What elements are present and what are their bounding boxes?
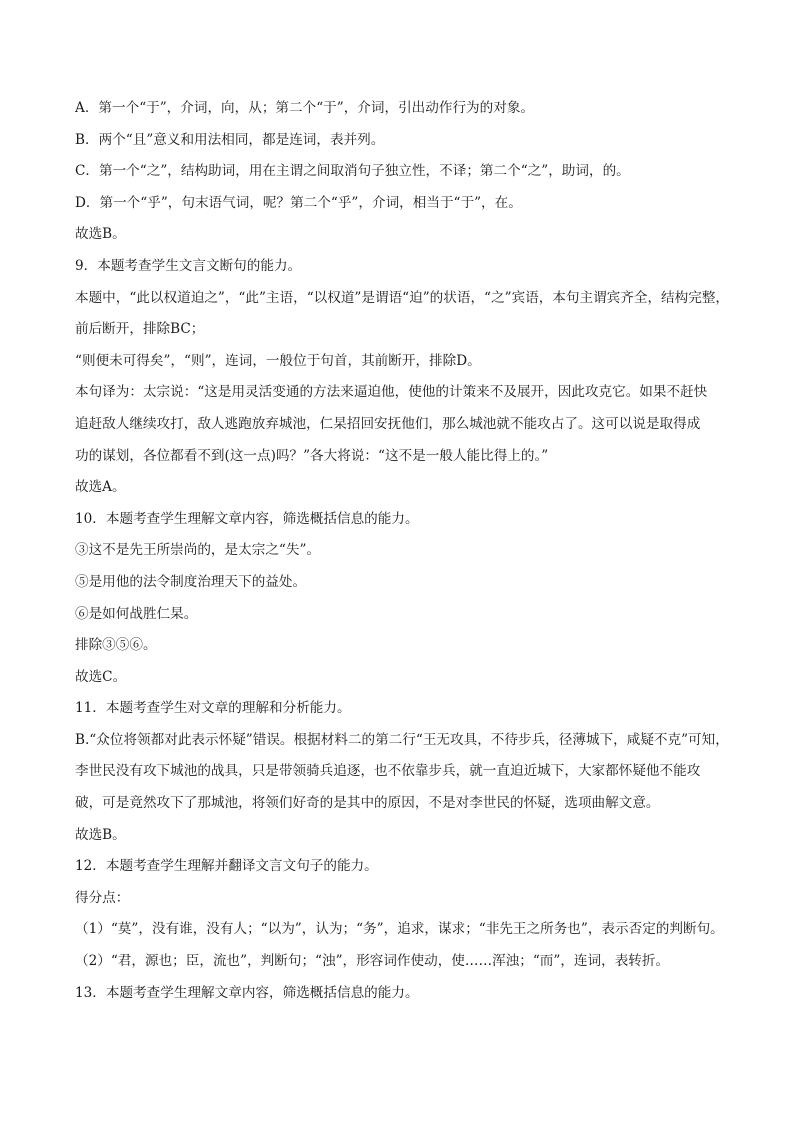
question-9-translation bbox=[75, 382, 730, 465]
answer-11: 故选B。 bbox=[75, 826, 126, 843]
scoring-point-2: （2）“君，源也；臣，流也”，判断句；“浊”，形容词作使动，使……浑浊；“而”，连词，表转折。 bbox=[75, 953, 670, 970]
answer-explanations bbox=[75, 98, 730, 1014]
paragraph-line: 功的谋划，各位都看不到(这一点)吗？”各大将说：“这不是一般人能比得上的。” bbox=[75, 447, 549, 464]
paragraph-line: 李世民没有攻下城池的战具，只是带领骑兵追逐，也不依靠步兵，就一直迫近城下，大家都怀疑他不能攻 bbox=[75, 763, 701, 780]
paragraph-line: 前后断开，排除BC； bbox=[75, 321, 205, 338]
scoring-points-label: 得分点： bbox=[75, 889, 130, 906]
question-9-analysis-d: “则便未可得矣”，“则”，连词，一般位于句首，其前断开，排除D。 bbox=[75, 352, 481, 369]
question-11-analysis bbox=[75, 730, 730, 813]
answer-10: 故选C。 bbox=[75, 668, 127, 685]
scoring-point-1: （1）“莫”，没有谁，没有人；“以为”，认为；“务”，追求，谋求；“非先王之所务也”，表示否定的判断句。 bbox=[75, 921, 724, 938]
answer-8: 故选B。 bbox=[75, 226, 126, 243]
question-9-analysis bbox=[75, 288, 730, 340]
question-10-exclusion: 排除③⑤⑥。 bbox=[75, 637, 157, 654]
answer-9: 故选A。 bbox=[75, 479, 126, 496]
option-d-explanation: D．第一个“乎”，句末语气词，呢？第二个“乎”，介词，相当于“于”，在。 bbox=[75, 194, 522, 211]
option-c-explanation: C．第一个“之”，结构助词，用在主谓之间取消句子独立性，不译；第二个“之”，助词，的。 bbox=[75, 163, 630, 180]
paragraph-line: 本题中，“此以权道迫之”，“此”主语，“以权道”是谓语“迫”的状语，“之”宾语，本句主谓宾齐全，结构完整， bbox=[75, 289, 730, 306]
question-10-item-3: ③这不是先王所崇尚的，是太宗之“失”。 bbox=[75, 542, 320, 559]
paragraph-line: 本句译为：太宗说：“这是用灵活变通的方法来逼迫他，使他的计策来不及展开，因此攻克它。如果不赶快 bbox=[75, 384, 708, 401]
question-10-heading: 10．本题考查学生理解文章内容，筛选概括信息的能力。 bbox=[75, 510, 419, 527]
question-9-heading: 9．本题考查学生文言文断句的能力。 bbox=[75, 257, 302, 274]
question-12-heading: 12．本题考查学生理解并翻译文言文句子的能力。 bbox=[75, 858, 378, 875]
question-10-item-6: ⑥是如何战胜仁杲。 bbox=[75, 605, 198, 622]
question-10-item-5: ⑤是用他的法令制度治理天下的益处。 bbox=[75, 573, 307, 590]
paragraph-line: 破，可是竟然攻下了那城池，将领们好奇的是其中的原因，不是对李世民的怀疑，选项曲解文意。 bbox=[75, 795, 660, 812]
question-13-heading: 13．本题考查学生理解文章内容，筛选概括信息的能力。 bbox=[75, 984, 419, 1001]
option-a-explanation: A．第一个“于”，介词，向，从；第二个“于”，介词，引出动作行为的对象。 bbox=[75, 100, 535, 116]
paragraph-line: 追赶敌人继续攻打，敌人逃跑放弃城池，仁杲招回安抚他们，那么城池就不能攻占了。这可以说是取得成 bbox=[75, 415, 701, 432]
paragraph-line: B.“众位将领都对此表示怀疑”错误。根据材料二的第二行“王无攻具，不待步兵，径薄城下，咸疑不克”可知， bbox=[75, 731, 729, 748]
question-11-heading: 11．本题考查学生对文章的理解和分析能力。 bbox=[75, 700, 351, 717]
option-b-explanation: B．两个“且”意义和用法相同，都是连词，表并列。 bbox=[75, 131, 385, 148]
